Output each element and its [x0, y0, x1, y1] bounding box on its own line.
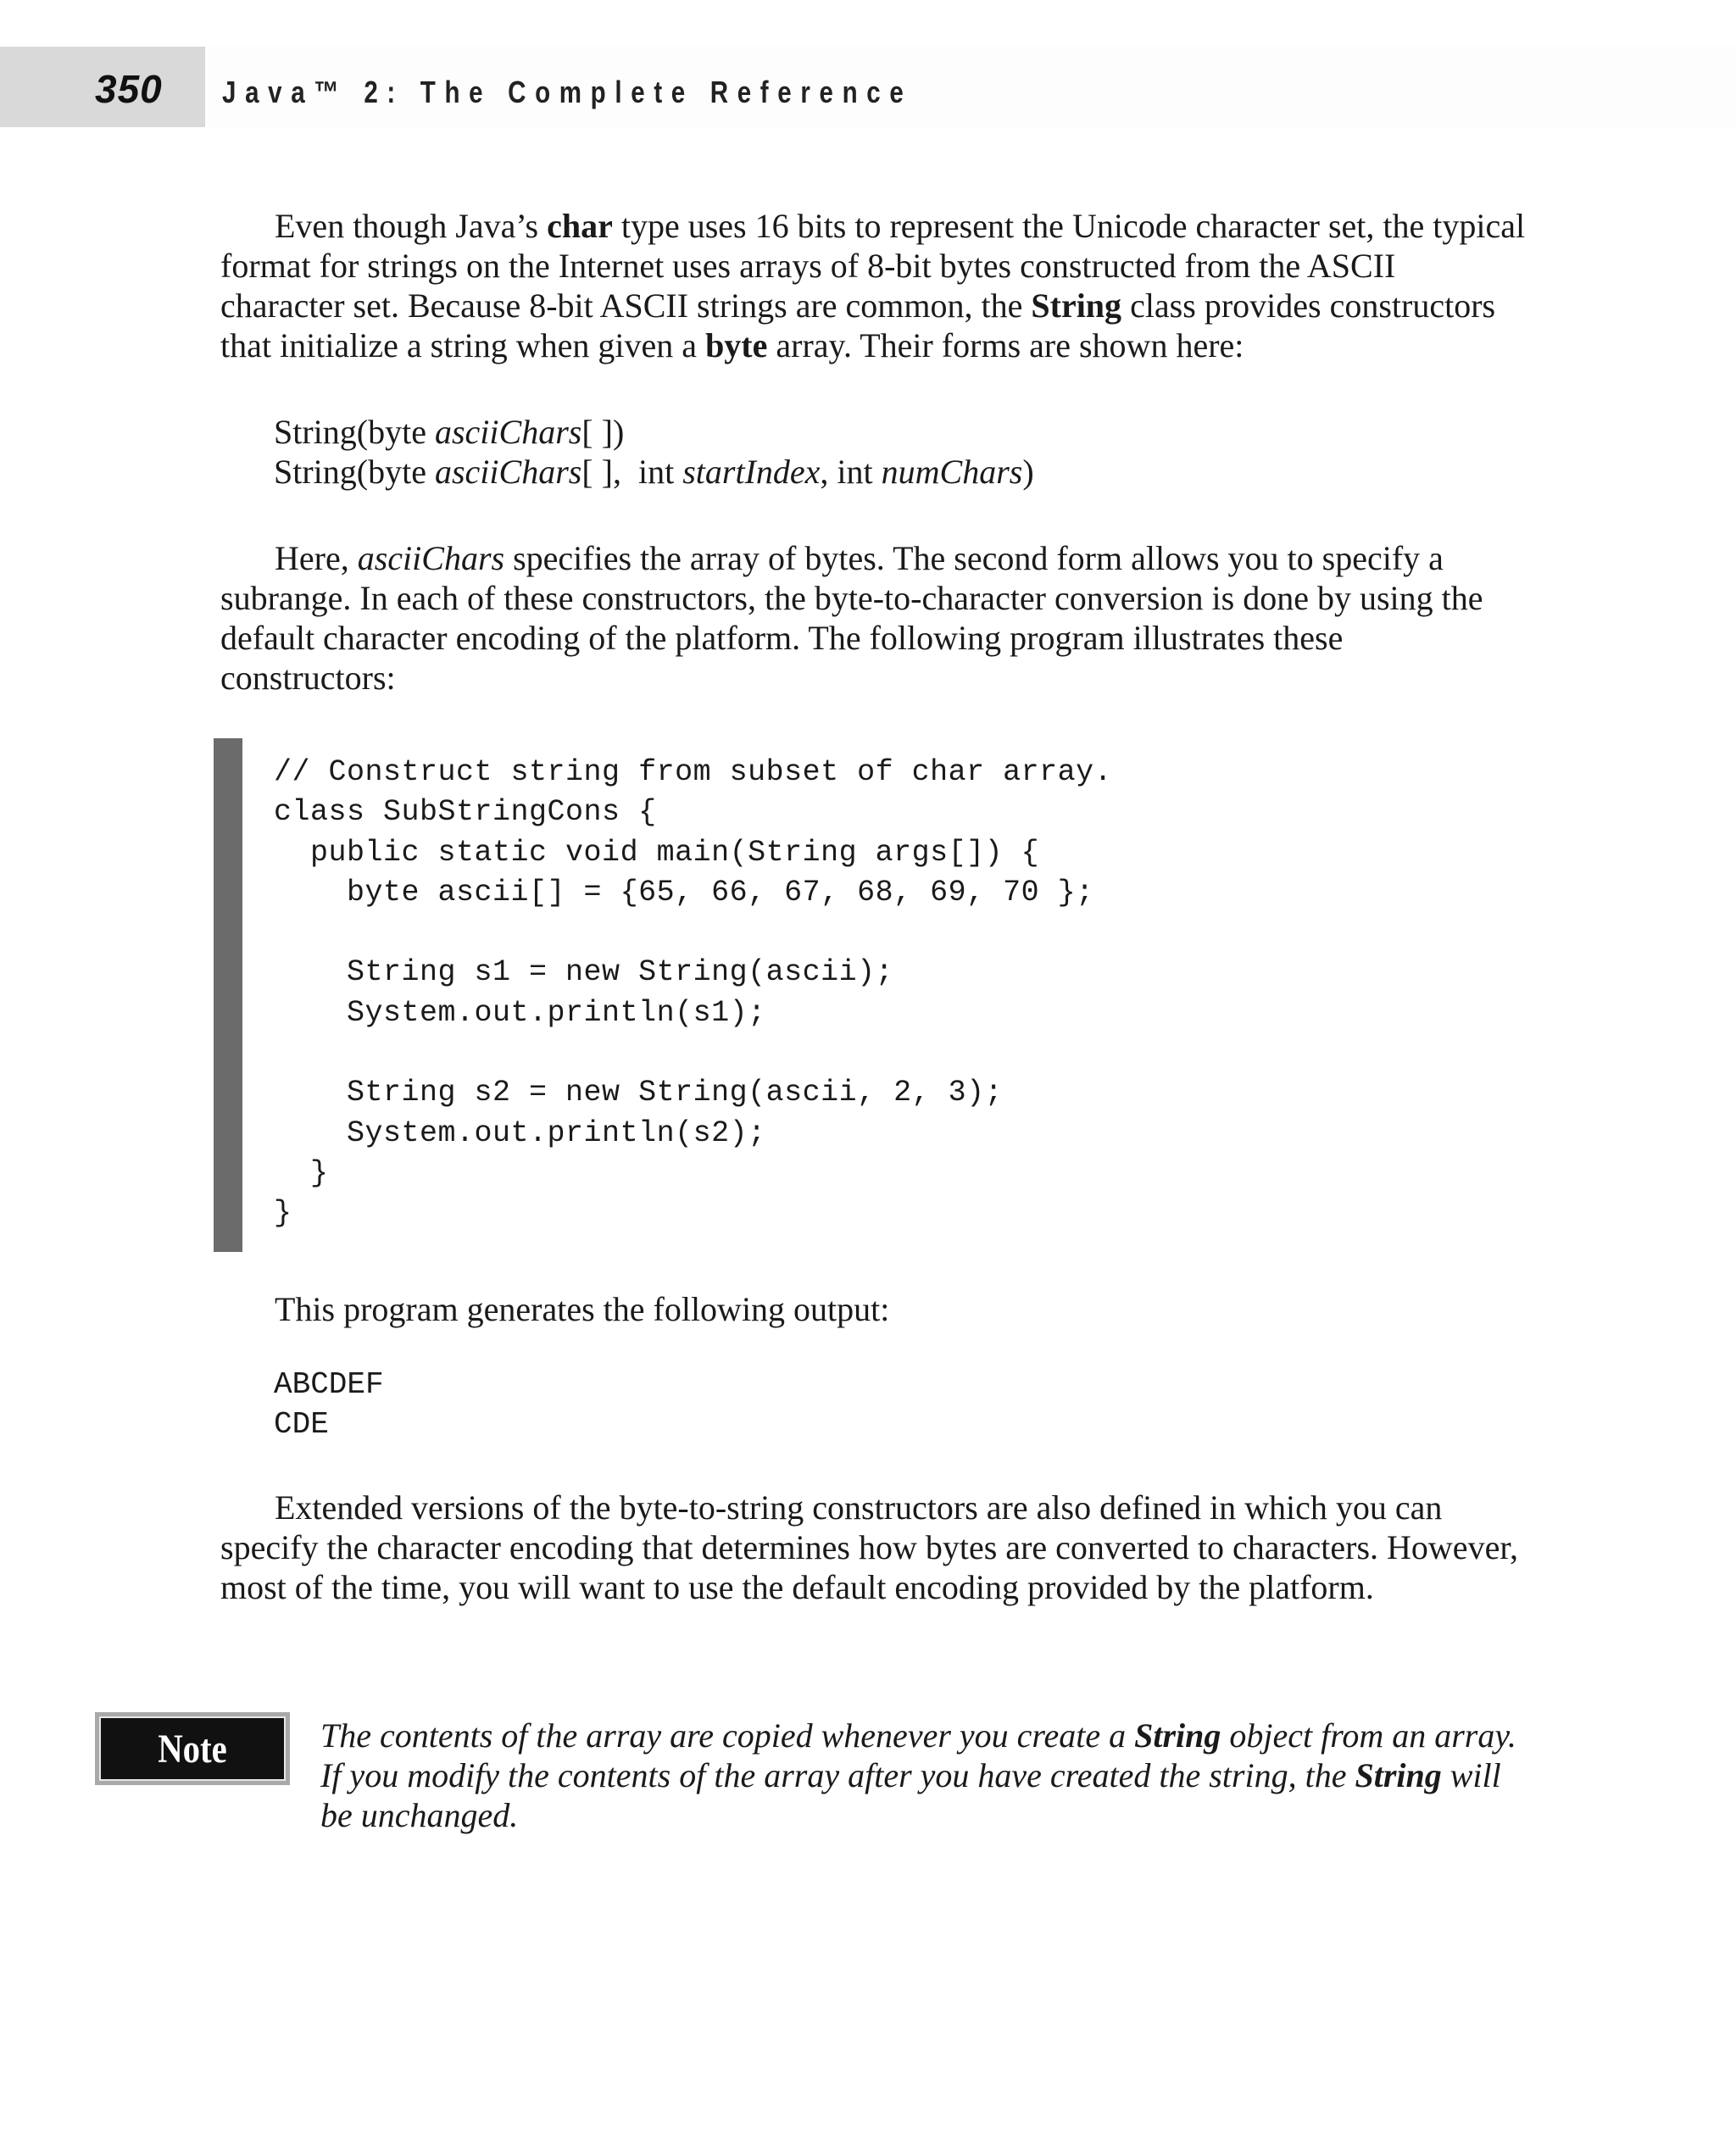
note-badge-inner — [99, 1716, 286, 1781]
note-badge — [95, 1712, 290, 1785]
note-text: The contents of the array are copied whenever you create a String object from an array. If you modify the contents of the array after you have created the string, the String will be unchanged. — [320, 1716, 1516, 1834]
running-head-title: Java™ 2: The Complete Reference — [222, 75, 913, 109]
note-label: Note — [158, 1726, 227, 1772]
page-number: 350 — [95, 67, 163, 111]
program-output: ABCDEF CDE — [274, 1367, 384, 1442]
code-listing-bar — [214, 738, 242, 1252]
code-listing: // Construct string from subset of char array. class SubStringCons { public static void main(String args[]) { byte ascii[] = {65, 66, 67, 68, 69, 70 }; String s1 = new String(ascii); System.out.println(s1); String s2 = new String(ascii, 2, 3); System.out.println(s2); } } — [274, 755, 1113, 1231]
paragraph-output-intro: This program generates the following output: — [275, 1290, 890, 1328]
paragraph-extended-versions: Extended versions of the byte-to-string constructors are also defined in which you can specify the character encoding that determines how bytes are converted to characters. However, most of the time, you will want to use the default encoding provided by the platform. — [220, 1488, 1519, 1606]
paragraph-char-type: Even though Java’s char type uses 16 bits to represent the Unicode character set, the typical format for strings on the Internet uses arrays of 8-bit bytes constructed from the ASCII character set. Because 8-bit ASCII strings are common, the String class provides constructors that initialize a string when given a byte array. Their forms are shown here: — [220, 207, 1526, 364]
constructor-signature-1: String(byte asciiChars[ ]) — [274, 413, 625, 451]
constructor-signature-2: String(byte asciiChars[ ], int startIndex, int numChars) — [274, 453, 1034, 491]
paragraph-ascii-chars: Here, asciiChars specifies the array of bytes. The second form allows you to specify a subrange. In each of these constructors, the byte-to-character conversion is done by using the default character encoding of the platform. The following program illustrates these constructors: — [220, 539, 1483, 697]
